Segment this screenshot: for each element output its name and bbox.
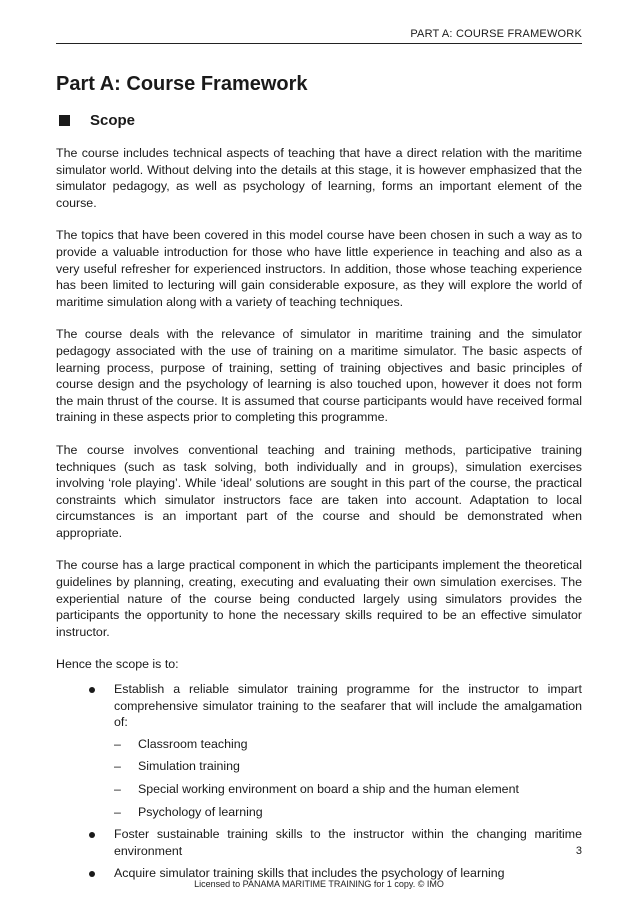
scope-intro: Hence the scope is to: <box>56 657 179 672</box>
page-title: Part A: Course Framework <box>56 73 308 95</box>
dash-icon: – <box>114 782 121 796</box>
dash-icon: – <box>114 736 121 751</box>
sub-list <box>114 736 582 820</box>
sub-list-item-text: Psychology of learning <box>138 804 263 819</box>
list-item-text: Acquire simulator training skills that includes the psychology of learning <box>114 866 505 881</box>
bullet-icon <box>89 832 95 838</box>
header-rule <box>56 43 582 44</box>
list-item <box>56 826 582 859</box>
list-item-text: Establish a reliable simulator training programme for the instructor to impart comprehensive simulator training to the seafarer that will include the amalgamation of: <box>114 682 582 730</box>
section-heading-label: Scope <box>90 111 136 129</box>
dash-icon: – <box>114 759 121 774</box>
list-item-text: Foster sustainable training skills to the instructor within the changing maritime environment <box>114 827 582 858</box>
paragraph: The course has a large practical component in which the participants implement the theoretical guidelines by planning, creating, executing and evaluating their own simulation exercises. The experiential nature of the course being conducted largely using simulators provides the participants the opportunity to hone the necessary skills required to be an effective simulator instructor. <box>56 558 582 639</box>
paragraph: The course includes technical aspects of teaching that have a direct relation with the maritime simulator world. Without delving into the details at this stage, it is however emphasized that the simulator pedagogy, as well as psychology of learning, forms an important element of the course. <box>56 146 582 210</box>
sub-list-item-text: Simulation training <box>138 759 240 774</box>
square-bullet-icon <box>59 115 70 126</box>
license-footer: Licensed to PANAMA MARITIME TRAINING for 1 copy. © IMO <box>194 879 444 889</box>
page-content <box>56 72 582 888</box>
running-header: PART A: COURSE FRAMEWORK <box>410 28 582 40</box>
sub-list-item-text: Classroom teaching <box>138 736 248 751</box>
dash-icon: – <box>114 804 121 819</box>
paragraph: The course involves conventional teaching and training methods, participative training techniques (such as task solving, both individually and in groups), simulation exercises involving ‘role playing’. While ‘ideal’ solutions are sought in this part of the course, the practical constraints which simulator instructors face are taken into account. Adaptation to local circumstances is an important part of the course and should be demonstrated when appropriate. <box>56 442 582 540</box>
paragraph: The topics that have been covered in this model course have been chosen in such a way as to provide a valuable introduction for those who have little experience in teaching and also as a very useful refresher for experienced instructors. In addition, those whose teaching experience has been limited to lecturing will gain considerable exposure, as they will explore the world of maritime simulation along with a variety of teaching techniques. <box>56 228 582 309</box>
sub-list-item <box>114 758 582 775</box>
sub-list-item <box>114 781 582 798</box>
paragraph: The course deals with the relevance of simulator in maritime training and the simulator pedagogy associated with the use of training on a maritime simulator. The basic aspects of learning process, purpose of training, setting of training objectives and basic principles of course design and the psychology of learning is also touched upon, however it does not form the main thrust of the course. It is assumed that course participants would have received formal training in these aspects prior to completing this programme. <box>56 327 582 425</box>
bullet-icon <box>89 871 95 877</box>
section-heading-scope <box>56 110 582 130</box>
sub-list-item <box>114 736 582 753</box>
page-number: 3 <box>575 845 582 857</box>
list-item <box>56 681 582 820</box>
scope-list <box>56 681 582 882</box>
bullet-icon <box>89 687 95 693</box>
sub-list-item-text: Special working environment on board a ship and the human element <box>138 782 519 796</box>
sub-list-item <box>114 804 582 821</box>
